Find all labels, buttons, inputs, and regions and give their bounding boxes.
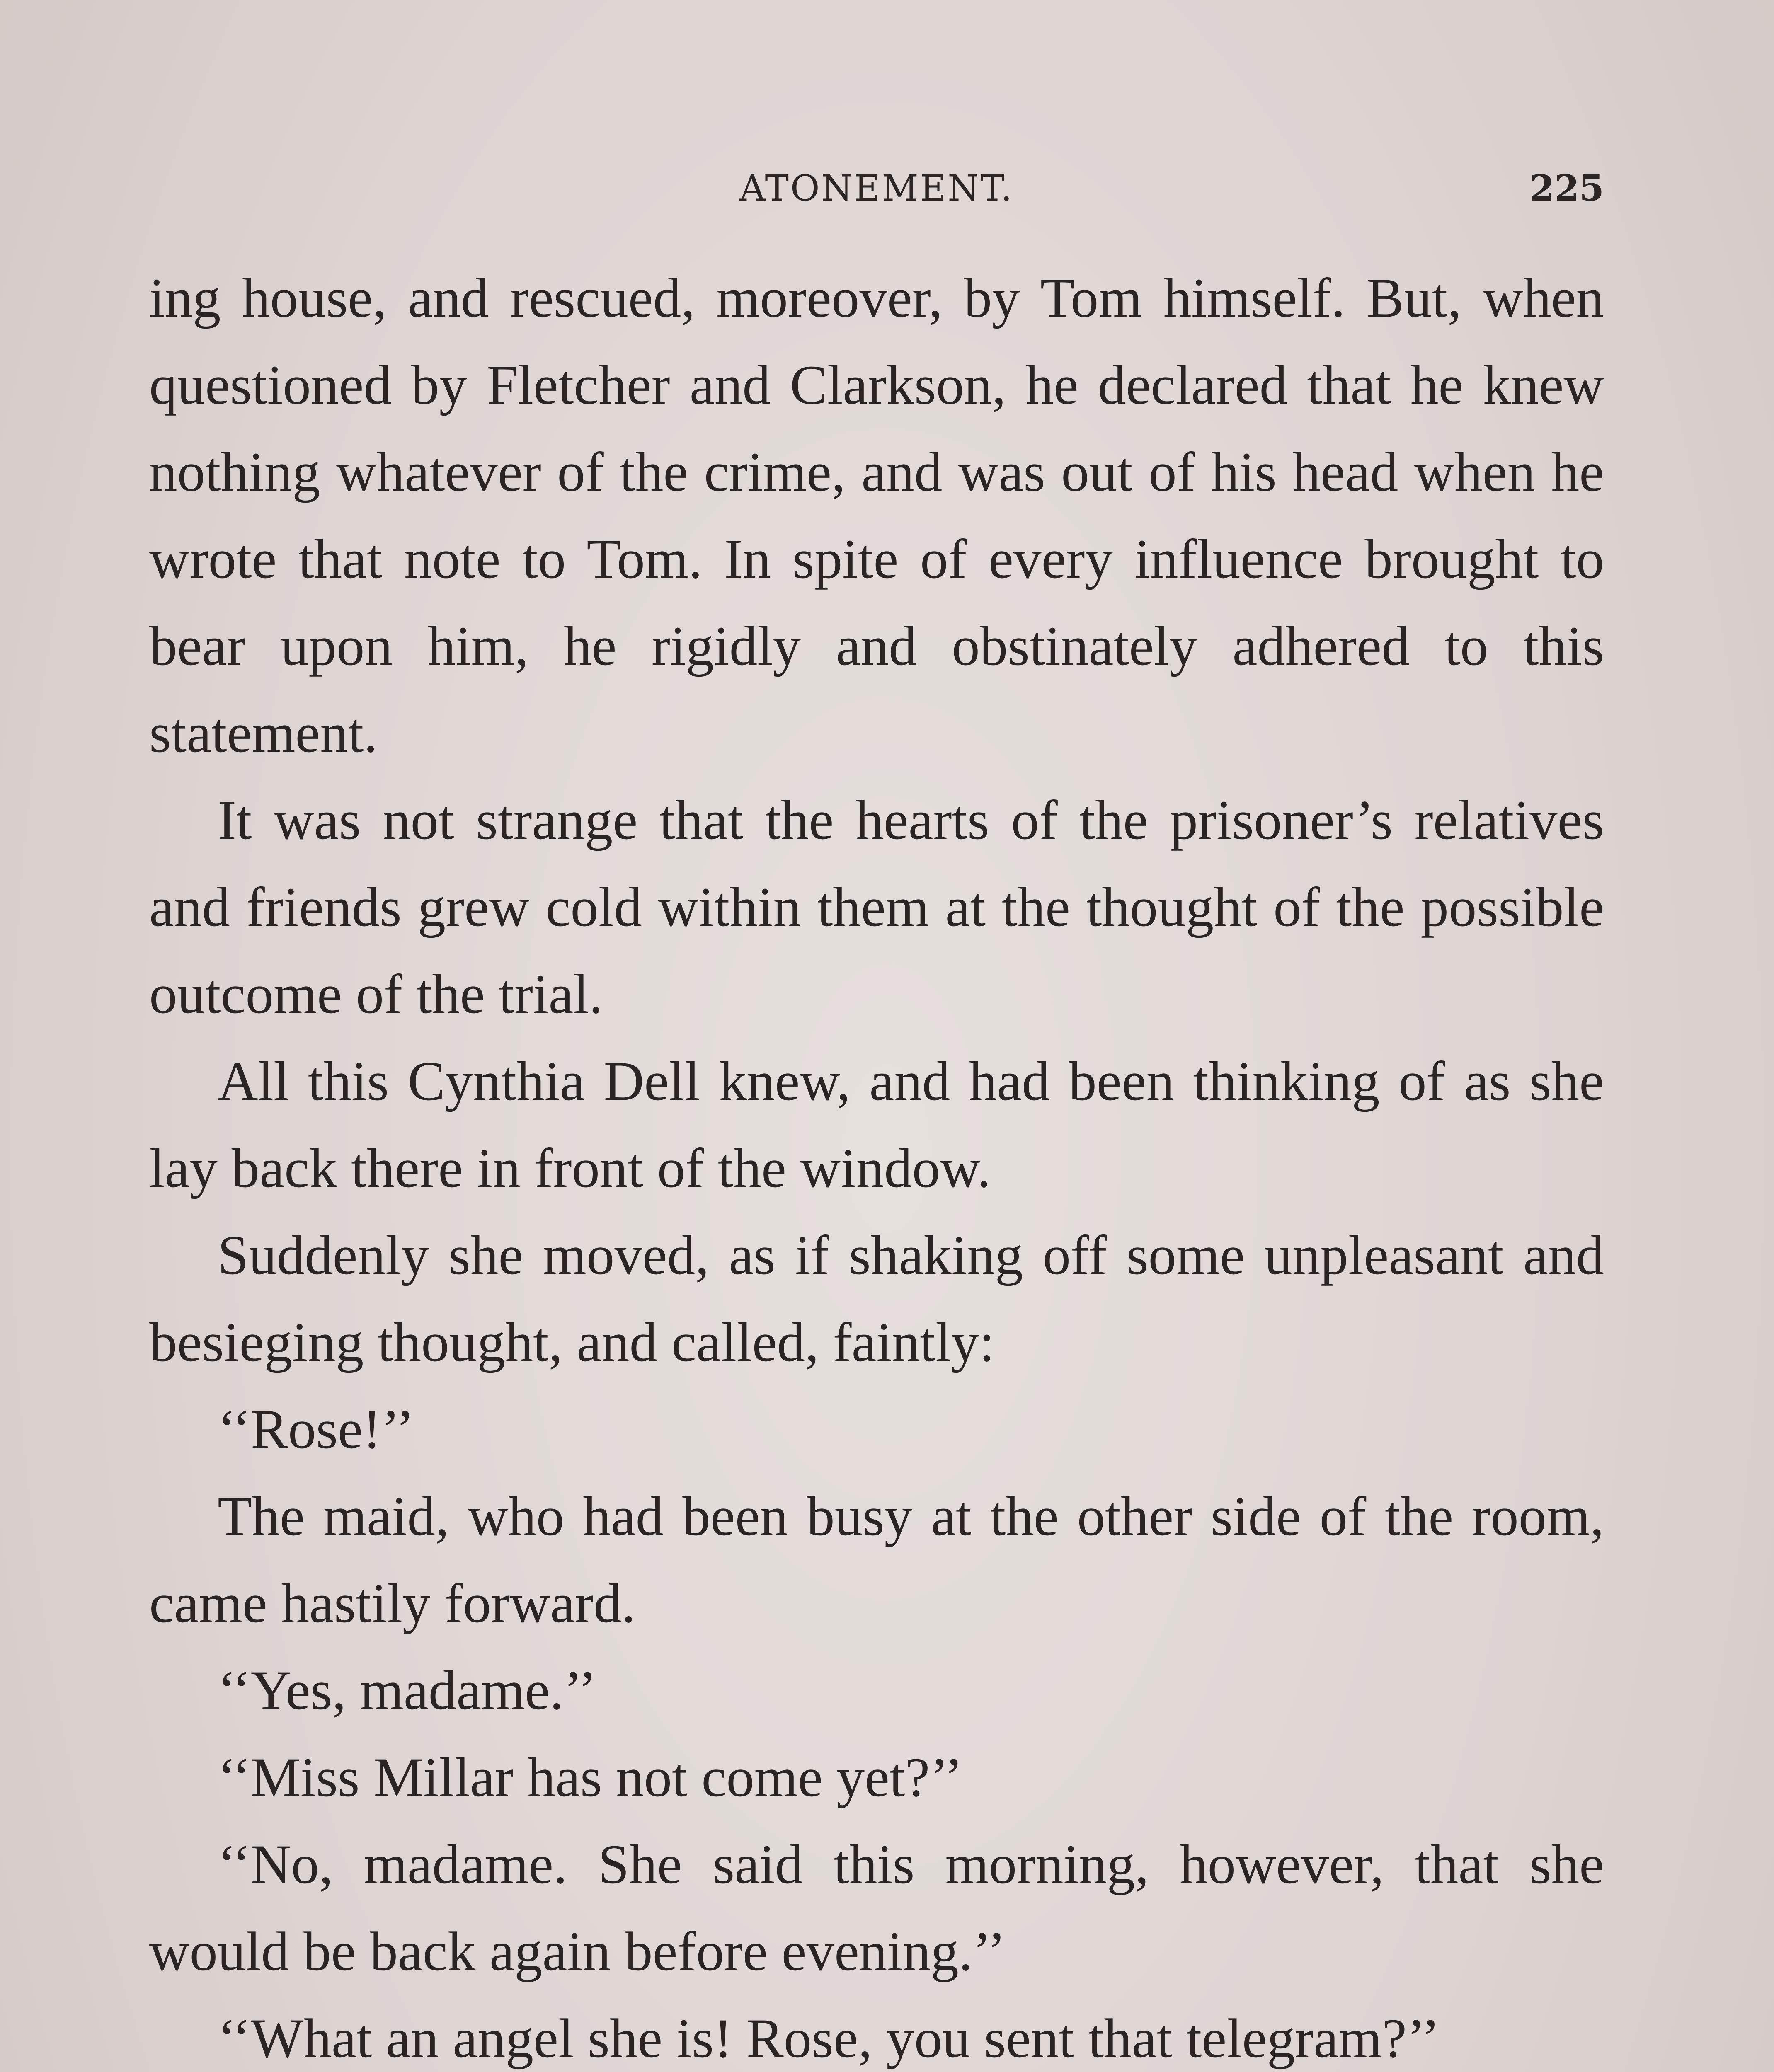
running-head [149, 164, 1604, 213]
running-title: ATONEMENT. [739, 168, 1014, 209]
paragraph: ‘‘No, madame. She said this morning, however, that she would be back again before evening.’’ [149, 1834, 1604, 1982]
paragraph: ‘‘What an angel she is! Rose, you sent that telegram?’’ [218, 2008, 1440, 2070]
paragraph: ‘‘Yes, madame.’’ [218, 1660, 597, 1721]
paragraph: ‘‘Rose!’’ [218, 1399, 414, 1460]
paragraph: All this Cynthia Dell knew, and had been thinking of as she lay back there in front of the window. [149, 1051, 1604, 1199]
body-text [149, 255, 1604, 2072]
paragraph: The maid, who had been busy at the other side of the room, came hastily forward. [149, 1486, 1604, 1634]
paragraph: It was not strange that the hearts of the prisoner’s relatives and friends grew cold within them at the thought of the possible outcome of the trial. [149, 789, 1604, 1025]
paragraph: Suddenly she moved, as if shaking off some unpleasant and besieging thought, and called, faintly: [149, 1225, 1604, 1373]
paragraph: ing house, and rescued, moreover, by Tom himself. But, when questioned by Fletcher and Clarkson, he declared that he knew nothing whatever of the crime, and was out of his head when he wrote that note to Tom. In spite of every influence brought to bear upon him, he rigidly and obstinately adhered to this statement. [149, 267, 1604, 764]
page-number: 225 [1529, 167, 1604, 209]
paragraph: ‘‘Miss Millar has not come yet?’’ [218, 1747, 963, 1808]
